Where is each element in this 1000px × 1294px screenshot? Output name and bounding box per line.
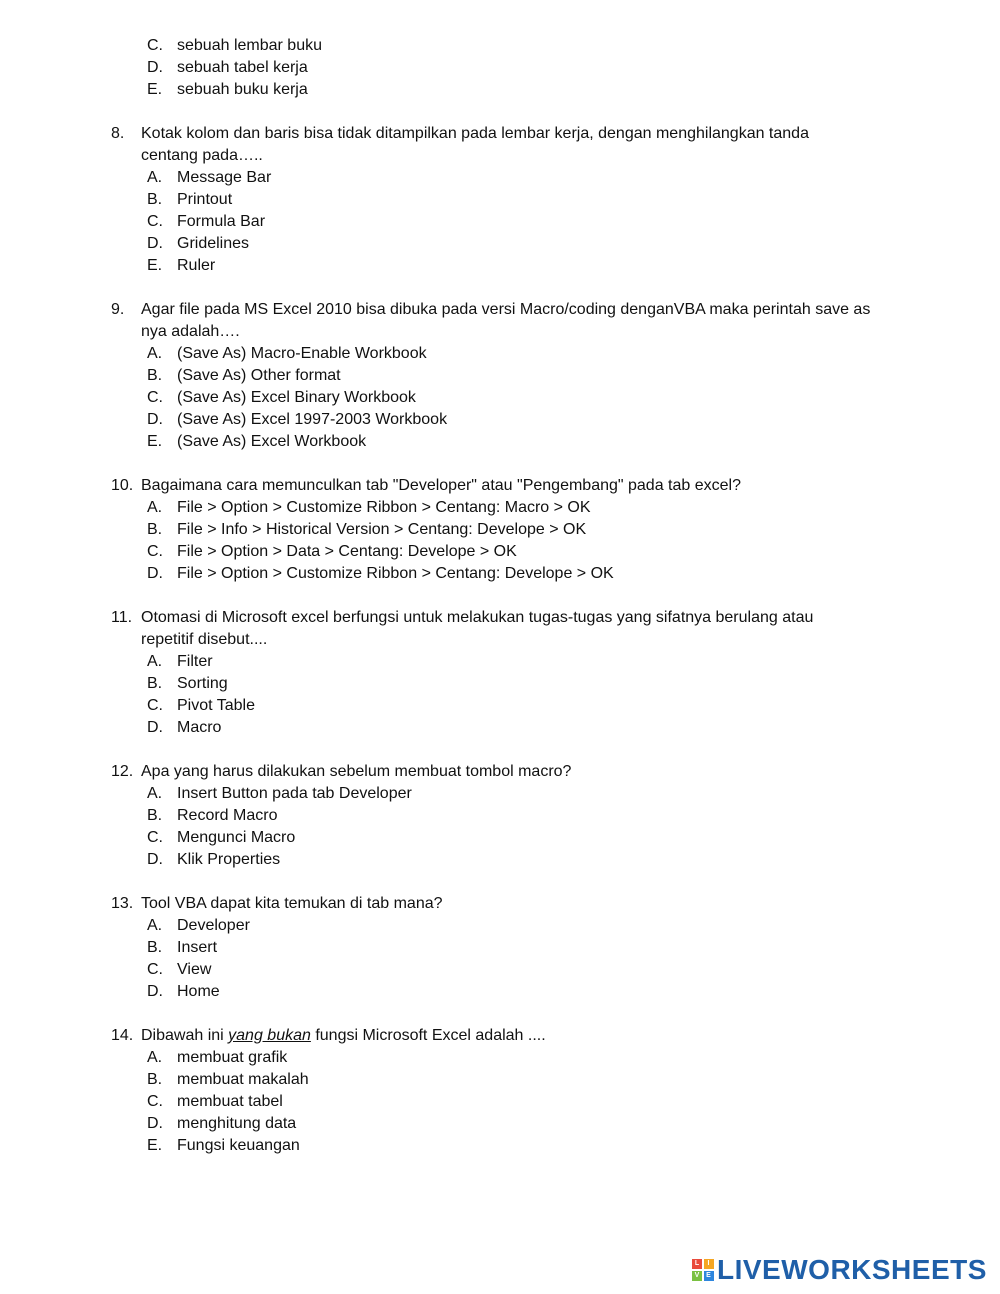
option-letter: B.: [147, 367, 163, 384]
option-letter: C.: [147, 543, 163, 560]
option-letter: A.: [147, 169, 163, 186]
option-letter: B.: [147, 521, 163, 538]
option-text: File > Option > Data > Centang: Develope > OK: [177, 543, 517, 560]
option-text: Developer: [177, 917, 250, 934]
option-text: membuat makalah: [177, 1071, 309, 1088]
option-text: Gridelines: [177, 235, 250, 252]
option-text: Home: [177, 983, 220, 1000]
question-number: 12.: [111, 763, 134, 780]
option-letter: D.: [147, 59, 163, 76]
option-letter: C.: [147, 37, 163, 54]
option-text: Insert Button pada tab Developer: [177, 785, 412, 802]
option-letter: C.: [147, 213, 163, 230]
option-text: menghitung data: [177, 1115, 297, 1132]
option-text: Filter: [177, 653, 213, 670]
option-letter: D.: [147, 851, 163, 868]
option-letter: D.: [147, 235, 163, 252]
option-text: File > Option > Customize Ribbon > Centang: Macro > OK: [177, 499, 591, 516]
liveworksheets-brand: [692, 1255, 987, 1285]
question-number: 9.: [111, 301, 125, 318]
option-letter: C.: [147, 389, 163, 406]
question-text: Tool VBA dapat kita temukan di tab mana?: [141, 895, 443, 912]
option-text: Pivot Table: [177, 697, 255, 714]
option-letter: A.: [147, 1049, 163, 1066]
option-letter: A.: [147, 785, 163, 802]
question-text-suffix: fungsi Microsoft Excel adalah ....: [310, 1027, 546, 1044]
liveworksheets-logo-icon: L I V E: [692, 1259, 714, 1281]
question-number: 14.: [111, 1027, 134, 1044]
option-text: sebuah tabel kerja: [177, 59, 308, 76]
option-text: (Save As) Excel Workbook: [177, 433, 367, 450]
option-letter: D.: [147, 565, 163, 582]
option-letter: C.: [147, 1093, 163, 1110]
option-letter: E.: [147, 257, 163, 274]
question-text: Bagaimana cara memunculkan tab "Developer" atau "Pengembang" pada tab excel?: [141, 477, 741, 494]
option-text: (Save As) Macro-Enable Workbook: [177, 345, 427, 362]
option-letter: D.: [147, 411, 163, 428]
option-letter: E.: [147, 433, 163, 450]
option-text: Macro: [177, 719, 222, 736]
question-text: Kotak kolom dan baris bisa tidak ditampilkan pada lembar kerja, dengan menghilangkan tanda: [141, 125, 809, 142]
option-text: Mengunci Macro: [177, 829, 296, 846]
option-letter: A.: [147, 917, 163, 934]
question-text: Apa yang harus dilakukan sebelum membuat tombol macro?: [141, 763, 572, 780]
option-text: (Save As) Excel 1997-2003 Workbook: [177, 411, 448, 428]
option-text: Fungsi keuangan: [177, 1137, 300, 1154]
option-text: View: [177, 961, 212, 978]
question-text-prefix: Dibawah ini: [141, 1027, 229, 1044]
option-letter: E.: [147, 1137, 163, 1154]
option-text: Message Bar: [177, 169, 272, 186]
option-letter: B.: [147, 939, 163, 956]
option-letter: D.: [147, 983, 163, 1000]
question-number: 8.: [111, 125, 125, 142]
question-text: Agar file pada MS Excel 2010 bisa dibuka pada versi Macro/coding denganVBA maka perintah save as: [141, 301, 871, 318]
brand-name: LIVEWORKSHEETS: [717, 1254, 987, 1285]
option-letter: B.: [147, 807, 163, 824]
option-letter: A.: [147, 345, 163, 362]
option-letter: A.: [147, 499, 163, 516]
option-text: File > Option > Customize Ribbon > Centang: Develope > OK: [177, 565, 614, 582]
question-text: centang pada…..: [141, 147, 263, 164]
option-letter: C.: [147, 697, 163, 714]
option-text: membuat grafik: [177, 1049, 288, 1066]
option-text: Ruler: [177, 257, 216, 274]
option-text: Klik Properties: [177, 851, 281, 868]
option-text: Sorting: [177, 675, 228, 692]
option-text: (Save As) Other format: [177, 367, 341, 384]
question-number: 10.: [111, 477, 134, 494]
option-text: File > Info > Historical Version > Centang: Develope > OK: [177, 521, 587, 538]
option-letter: C.: [147, 829, 163, 846]
option-letter: C.: [147, 961, 163, 978]
option-text: Formula Bar: [177, 213, 266, 230]
question-number: 11.: [111, 609, 133, 626]
question-text: Otomasi di Microsoft excel berfungsi untuk melakukan tugas-tugas yang sifatnya berulang atau: [141, 609, 814, 626]
option-text: membuat tabel: [177, 1093, 283, 1110]
option-text: Printout: [177, 191, 233, 208]
question-text: nya adalah….: [141, 323, 240, 340]
question-text: [141, 1025, 546, 1047]
option-letter: D.: [147, 719, 163, 736]
option-letter: D.: [147, 1115, 163, 1132]
option-letter: B.: [147, 1071, 163, 1088]
option-letter: E.: [147, 81, 163, 98]
option-letter: A.: [147, 653, 163, 670]
option-text: (Save As) Excel Binary Workbook: [177, 389, 416, 406]
option-letter: B.: [147, 191, 163, 208]
option-text: Record Macro: [177, 807, 278, 824]
question-number: 13.: [111, 895, 134, 912]
question-text-emphasis: yang bukan: [228, 1027, 311, 1044]
option-text: sebuah buku kerja: [177, 81, 308, 98]
option-letter: B.: [147, 675, 163, 692]
option-text: Insert: [177, 939, 218, 956]
option-text: sebuah lembar buku: [177, 37, 322, 54]
question-text: repetitif disebut....: [141, 631, 268, 648]
